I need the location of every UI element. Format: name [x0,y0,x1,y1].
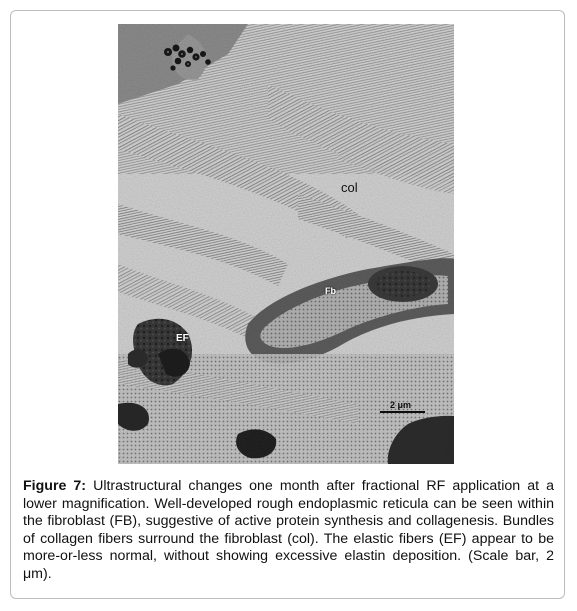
micrograph-image [118,24,454,464]
label-col: col [341,180,358,195]
label-elastic-fibers: EF [176,333,189,344]
figure-caption [23,478,554,584]
figure-caption-text: Ultrastructural changes one month after fractional RF application at a lower magnification. Well-developed rough endoplasmic reticula can be seen within the fibroblast (FB), suggestive of active protein synthesis and collagenesis. Bundles of collagen fibers surround the fibroblast (col). The elastic fibers (EF) appear to be more-or-less normal, without showing excessive elastin deposition. (Scale bar, 2 μm). [23,478,554,582]
label-fibroblast: Fb [325,286,336,296]
label-scale-bar: 2 μm [390,400,412,410]
electron-micrograph [118,24,454,464]
figure-caption-label: Figure 7: [23,478,87,494]
